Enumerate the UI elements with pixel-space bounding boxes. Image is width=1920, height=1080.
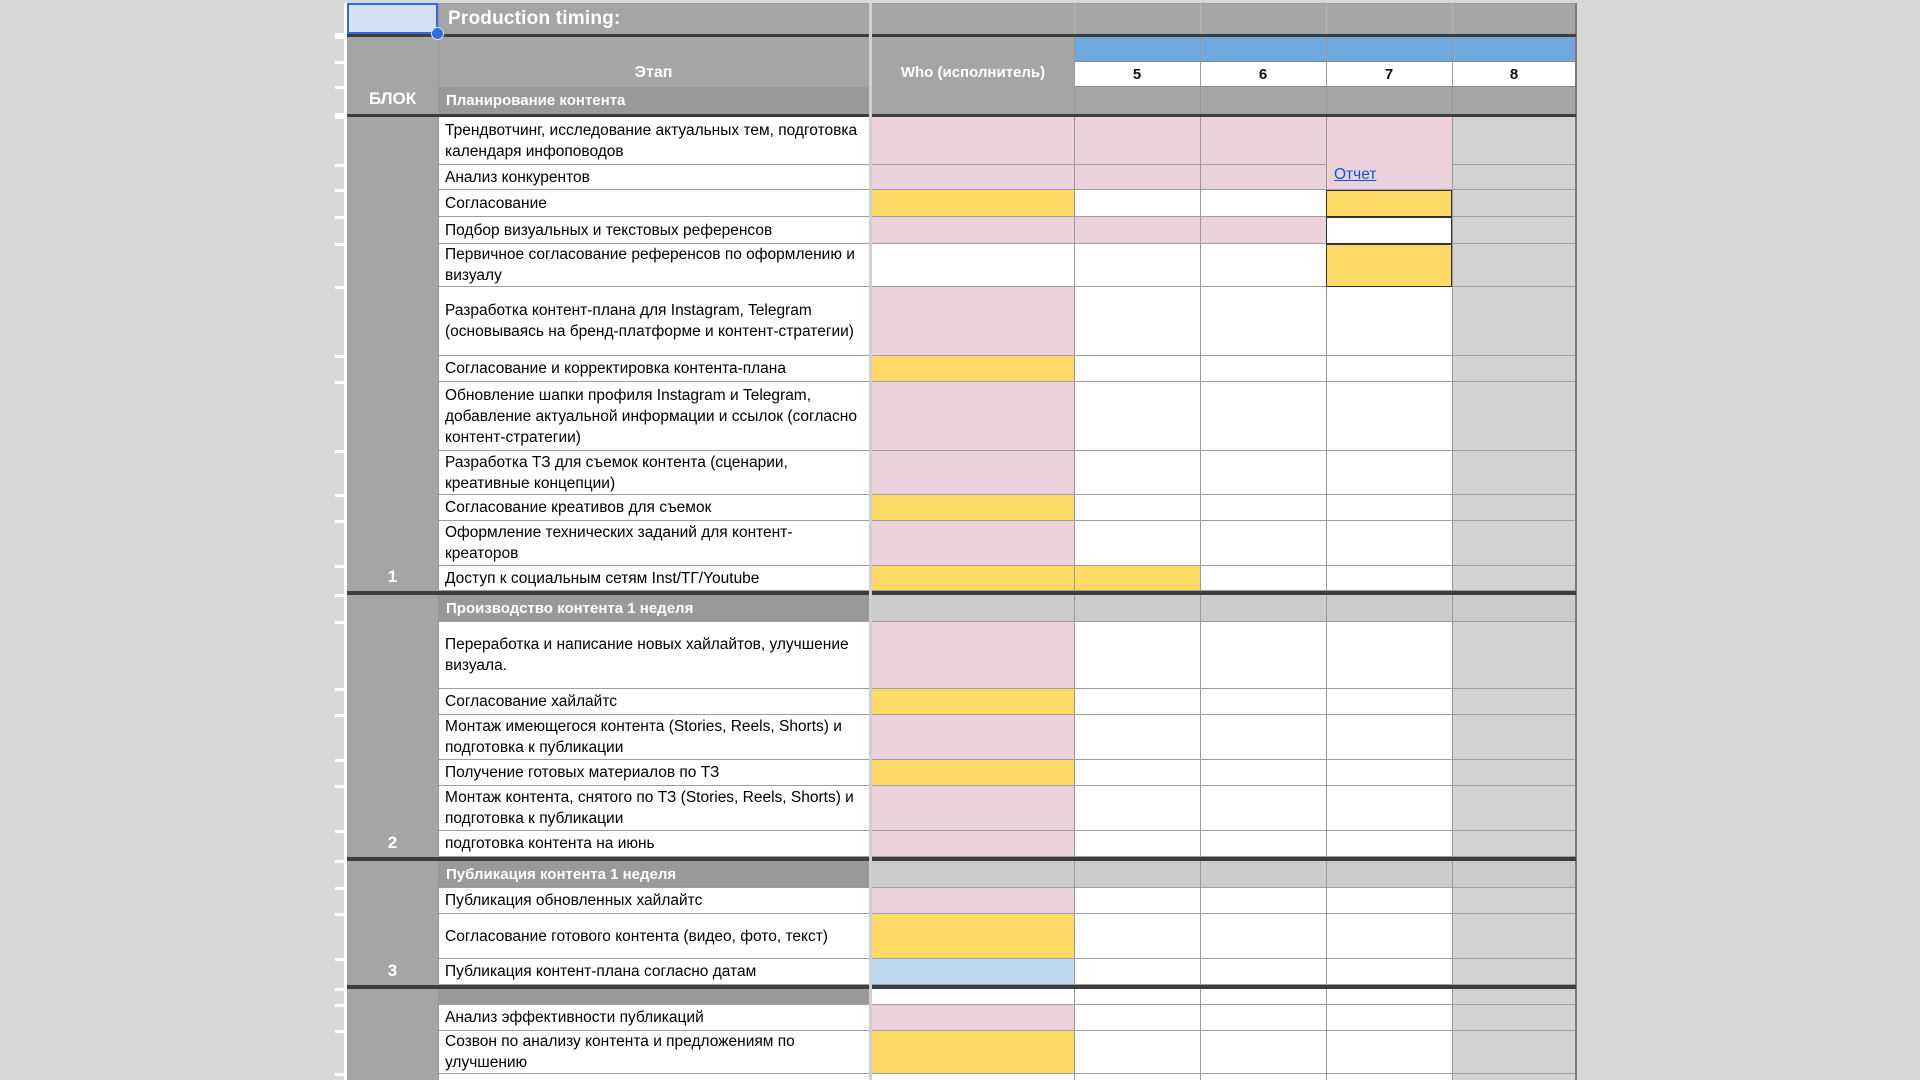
day-number: 5 [1132, 65, 1142, 83]
day8-cell[interactable] [1452, 786, 1576, 831]
spacer-day8-cell[interactable] [1452, 989, 1576, 1005]
row-boundary-tick [335, 355, 347, 358]
selection-handle[interactable] [431, 27, 444, 40]
row-boundary-tick [335, 594, 347, 597]
day8-cell[interactable] [1452, 689, 1576, 715]
task-cell[interactable]: Монтаж контента, снятого по ТЗ (Stories, Reels, Shorts) и подготовка к публикации [438, 786, 869, 831]
day6-cell[interactable] [1200, 244, 1326, 287]
task-cell[interactable]: Получение готовых материалов по ТЗ [438, 760, 869, 786]
day5-cell[interactable] [1074, 117, 1200, 165]
day7-cell[interactable] [1326, 760, 1452, 786]
day8-cell[interactable] [1452, 287, 1576, 356]
day5-cell[interactable] [1074, 1005, 1200, 1031]
day5-cell[interactable] [1074, 165, 1200, 190]
thick-divider [347, 114, 1576, 117]
row-boundary-tick [335, 216, 347, 219]
task-cell[interactable]: Разработка ТЗ для съемок контента (сценарии, креативные концепции) [438, 451, 869, 495]
task-cell[interactable] [438, 1074, 869, 1080]
who-cell[interactable] [872, 1005, 1074, 1031]
selected-cell[interactable] [347, 3, 438, 34]
day5-cell[interactable] [1074, 760, 1200, 786]
task-cell[interactable]: Согласование креативов для съемок [438, 495, 869, 521]
row-boundary-tick [335, 887, 347, 890]
task-cell[interactable]: Анализ конкурентов [438, 165, 869, 190]
day8-cell[interactable] [1452, 1031, 1576, 1074]
day5-cell[interactable] [1074, 622, 1200, 689]
task-cell[interactable]: Согласование хайлайтс [438, 689, 869, 715]
stage-column-header[interactable] [438, 37, 869, 87]
week-band [1074, 37, 1576, 62]
row-boundary-tick [335, 189, 347, 192]
table-right-edge [1575, 3, 1577, 1080]
day8-cell[interactable] [1452, 165, 1576, 190]
block-number[interactable]: 1 [387, 567, 398, 586]
day6-cell[interactable] [1200, 1031, 1326, 1074]
who-column-header[interactable] [872, 37, 1074, 87]
task-cell[interactable]: Согласование готового контента (видео, фото, текст) [438, 914, 869, 959]
sheet-title-cell[interactable] [347, 3, 1576, 34]
day6-cell[interactable] [1200, 217, 1326, 244]
row-boundary-tick [335, 860, 347, 863]
row-boundary-tick [335, 785, 347, 788]
task-cell[interactable]: Публикация контент-плана согласно датам [438, 959, 869, 985]
day5-cell[interactable] [1074, 888, 1200, 914]
day6-cell[interactable] [1200, 689, 1326, 715]
report-link[interactable]: Отчет [1334, 166, 1377, 183]
row-boundary-tick [335, 520, 347, 523]
header-separator [1452, 3, 1453, 34]
day8-cell[interactable] [1452, 566, 1576, 591]
day8-cell[interactable] [1452, 382, 1576, 451]
day5-cell[interactable] [1074, 715, 1200, 760]
day6-cell[interactable] [1200, 1005, 1326, 1031]
day7-cell[interactable] [1326, 715, 1452, 760]
who-cell[interactable] [872, 622, 1074, 689]
who-cell[interactable] [872, 1031, 1074, 1074]
row-boundary-tick [335, 830, 347, 833]
day8-cell[interactable] [1452, 117, 1576, 165]
row-boundary-tick [335, 116, 347, 119]
merged-report-cell[interactable] [1326, 117, 1452, 190]
task-cell[interactable]: Согласование и корректировка контента-плана [438, 356, 869, 382]
day5-cell[interactable] [1074, 244, 1200, 287]
day6-cell[interactable] [1200, 287, 1326, 356]
thick-divider [347, 591, 1576, 595]
row-boundary-tick [335, 1030, 347, 1033]
who-cell[interactable] [872, 521, 1074, 566]
day7-cell[interactable] [1326, 244, 1452, 287]
day8-cell[interactable] [1452, 451, 1576, 495]
row-boundary-tick [335, 621, 347, 624]
day5-cell[interactable] [1074, 382, 1200, 451]
day7-cell[interactable] [1326, 382, 1452, 451]
day-number: 6 [1258, 65, 1268, 83]
day6-cell[interactable] [1200, 382, 1326, 451]
day7-cell[interactable] [1326, 888, 1452, 914]
day-number: 7 [1384, 65, 1394, 83]
section-row[interactable]: Производство контента 1 неделя [438, 595, 869, 622]
day7-cell[interactable] [1326, 1031, 1452, 1074]
day5-cell[interactable] [1074, 1031, 1200, 1074]
thick-divider [347, 857, 1576, 861]
who-cell[interactable] [872, 356, 1074, 382]
who-cell[interactable] [872, 165, 1074, 190]
day7-cell[interactable] [1326, 287, 1452, 356]
task-cell[interactable]: Монтаж имеющегося контента (Stories, Reels, Shorts) и подготовка к публикации [438, 715, 869, 760]
row-boundary-tick [335, 243, 347, 246]
header-separator [1200, 3, 1201, 34]
day8-cell[interactable] [1452, 521, 1576, 566]
row-boundary-tick [335, 714, 347, 717]
day5-cell[interactable] [1074, 451, 1200, 495]
row-boundary-tick [335, 1073, 347, 1076]
day8-cell[interactable] [1452, 495, 1576, 521]
header-separator [1074, 3, 1075, 34]
day6-cell[interactable] [1200, 117, 1326, 165]
day-number: 8 [1509, 65, 1519, 83]
section-row[interactable]: Публикация контента 1 неделя [438, 861, 869, 888]
who-cell[interactable] [872, 190, 1074, 217]
row-boundary-tick [335, 688, 347, 691]
day7-cell[interactable] [1326, 1005, 1452, 1031]
day6-cell[interactable] [1200, 1074, 1326, 1080]
day7-cell[interactable] [1326, 566, 1452, 591]
day7-cell[interactable] [1326, 190, 1452, 217]
row-boundary-tick [335, 286, 347, 289]
day7-cell[interactable] [1326, 495, 1452, 521]
gridline [1452, 37, 1453, 1080]
day8-cell[interactable] [1452, 190, 1576, 217]
spacer-cells[interactable] [872, 989, 1452, 1005]
day6-cell[interactable] [1200, 622, 1326, 689]
section-row-cells[interactable] [872, 861, 1576, 888]
day5-cell[interactable] [1074, 831, 1200, 857]
day-header-6[interactable] [1200, 62, 1326, 87]
day6-cell[interactable] [1200, 451, 1326, 495]
day8-cell[interactable] [1452, 1005, 1576, 1031]
day8-cell[interactable] [1452, 356, 1576, 382]
day8-cell[interactable] [1452, 1074, 1576, 1080]
day6-cell[interactable] [1200, 760, 1326, 786]
day7-cell[interactable] [1326, 959, 1452, 985]
block-number[interactable]: 2 [387, 833, 398, 852]
task-cell[interactable]: Разработка контент-плана для Instagram, Telegram (основываясь на бренд-платформе и контент-стратегии) [438, 287, 869, 356]
day7-cell[interactable] [1326, 914, 1452, 959]
who-cell[interactable] [872, 495, 1074, 521]
day6-cell[interactable] [1200, 959, 1326, 985]
row-boundary-tick [335, 86, 347, 89]
row-boundary-tick [335, 61, 347, 64]
task-cell[interactable]: Обновление шапки профиля Instagram и Telegram, добавление актуальной информации и ссылок (согласно контент-стратегии) [438, 382, 869, 451]
block-column-header[interactable] [347, 37, 438, 114]
hidden-column-stripe [869, 3, 872, 1080]
who-cell[interactable] [872, 566, 1074, 591]
section-row-planning-cells[interactable] [872, 87, 1576, 114]
row-boundary-tick [335, 36, 347, 39]
block-column-label: БЛОК [368, 89, 417, 108]
day5-cell[interactable] [1074, 566, 1200, 591]
day7-cell[interactable] [1326, 217, 1452, 244]
day8-cell[interactable] [1452, 715, 1576, 760]
who-cell[interactable] [872, 689, 1074, 715]
row-boundary-tick [335, 913, 347, 916]
who-cell[interactable] [872, 451, 1074, 495]
who-cell[interactable] [872, 217, 1074, 244]
task-cell[interactable]: Доступ к социальным сетям Inst/ТГ/Youtube [438, 566, 869, 591]
gridline [1074, 37, 1075, 1080]
day6-cell[interactable] [1200, 786, 1326, 831]
task-cell[interactable]: Оформление технических заданий для контент-креаторов [438, 521, 869, 566]
day5-cell[interactable] [1074, 217, 1200, 244]
gridline [1200, 37, 1201, 1080]
day7-cell[interactable] [1326, 521, 1452, 566]
row-boundary-tick [335, 381, 347, 384]
who-cell[interactable] [872, 888, 1074, 914]
task-cell[interactable]: подготовка контента на июнь [438, 831, 869, 857]
day-header-5[interactable] [1074, 62, 1200, 87]
row-boundary-tick [335, 565, 347, 568]
day-header-7[interactable] [1326, 62, 1452, 87]
day7-cell[interactable] [1326, 831, 1452, 857]
who-cell[interactable] [872, 382, 1074, 451]
day5-cell[interactable] [1074, 959, 1200, 985]
row-boundary-tick [335, 1004, 347, 1007]
row-boundary-tick [335, 958, 347, 961]
day8-cell[interactable] [1452, 760, 1576, 786]
spacer-stage-cell[interactable] [438, 989, 869, 1005]
thick-divider [347, 985, 1576, 989]
day6-cell[interactable] [1200, 165, 1326, 190]
who-cell[interactable] [872, 914, 1074, 959]
section-label: Планирование контента [446, 92, 626, 109]
who-cell[interactable] [872, 117, 1074, 165]
gridline [438, 3, 439, 1080]
who-cell[interactable] [872, 244, 1074, 287]
row-boundary-tick [335, 164, 347, 167]
day5-cell[interactable] [1074, 786, 1200, 831]
day8-cell[interactable] [1452, 217, 1576, 244]
thick-divider [347, 34, 1576, 37]
day8-cell[interactable] [1452, 914, 1576, 959]
day6-cell[interactable] [1200, 566, 1326, 591]
row-boundary-tick [335, 494, 347, 497]
task-cell[interactable]: Публикация обновленных хайлайтс [438, 888, 869, 914]
day6-cell[interactable] [1200, 831, 1326, 857]
day6-cell[interactable] [1200, 715, 1326, 760]
who-cell[interactable] [872, 831, 1074, 857]
day6-cell[interactable] [1200, 356, 1326, 382]
section-row-planning[interactable] [438, 87, 869, 114]
row-boundary-tick [335, 988, 347, 991]
day6-cell[interactable] [1200, 521, 1326, 566]
day6-cell[interactable] [1200, 495, 1326, 521]
stage-column-label: Этап [634, 64, 673, 81]
sheet-title: Production timing: [448, 8, 621, 29]
day8-cell[interactable] [1452, 622, 1576, 689]
header-separator [1326, 3, 1327, 34]
block-number[interactable]: 3 [387, 961, 398, 980]
task-cell[interactable]: Анализ эффективности публикаций [438, 1005, 869, 1031]
day5-cell[interactable] [1074, 914, 1200, 959]
section-row-cells[interactable] [872, 595, 1576, 622]
who-cell[interactable] [872, 287, 1074, 356]
day7-cell[interactable] [1326, 1074, 1452, 1080]
task-cell[interactable]: Подбор визуальных и текстовых референсов [438, 217, 869, 244]
day-header-8[interactable] [1452, 62, 1576, 87]
who-column-label: Who (исполнитель) [900, 64, 1046, 81]
task-cell[interactable]: Созвон по анализу контента и предложениям по улучшению [438, 1031, 869, 1074]
day5-cell[interactable] [1074, 495, 1200, 521]
day7-cell[interactable] [1326, 622, 1452, 689]
day7-cell[interactable] [1326, 786, 1452, 831]
day6-cell[interactable] [1200, 914, 1326, 959]
day7-cell[interactable] [1326, 451, 1452, 495]
day8-cell[interactable] [1452, 888, 1576, 914]
task-cell[interactable]: Переработка и написание новых хайлайтов, улучшение визуала. [438, 622, 869, 689]
day5-cell[interactable] [1074, 1074, 1200, 1080]
day5-cell[interactable] [1074, 287, 1200, 356]
day5-cell[interactable] [1074, 190, 1200, 217]
task-cell[interactable]: Согласование [438, 190, 869, 217]
day8-cell[interactable] [1452, 959, 1576, 985]
day6-cell[interactable] [1200, 888, 1326, 914]
day5-cell[interactable] [1074, 689, 1200, 715]
row-boundary-tick [335, 759, 347, 762]
block-column-background [347, 117, 438, 1080]
day5-cell[interactable] [1074, 356, 1200, 382]
day8-cell[interactable] [1452, 244, 1576, 287]
day5-cell[interactable] [1074, 521, 1200, 566]
day8-cell[interactable] [1452, 831, 1576, 857]
day6-cell[interactable] [1200, 190, 1326, 217]
day7-cell[interactable] [1326, 356, 1452, 382]
who-cell[interactable] [872, 760, 1074, 786]
task-cell[interactable]: Трендвотчинг, исследование актуальных тем, подготовка календаря инфоповодов [438, 117, 869, 165]
day7-cell[interactable] [1326, 689, 1452, 715]
who-cell[interactable] [872, 786, 1074, 831]
row-boundary-tick [335, 450, 347, 453]
task-cell[interactable]: Первичное согласование референсов по оформлению и визуалу [438, 244, 869, 287]
who-cell[interactable] [872, 1074, 1074, 1080]
who-cell[interactable] [872, 959, 1074, 985]
who-cell[interactable] [872, 715, 1074, 760]
